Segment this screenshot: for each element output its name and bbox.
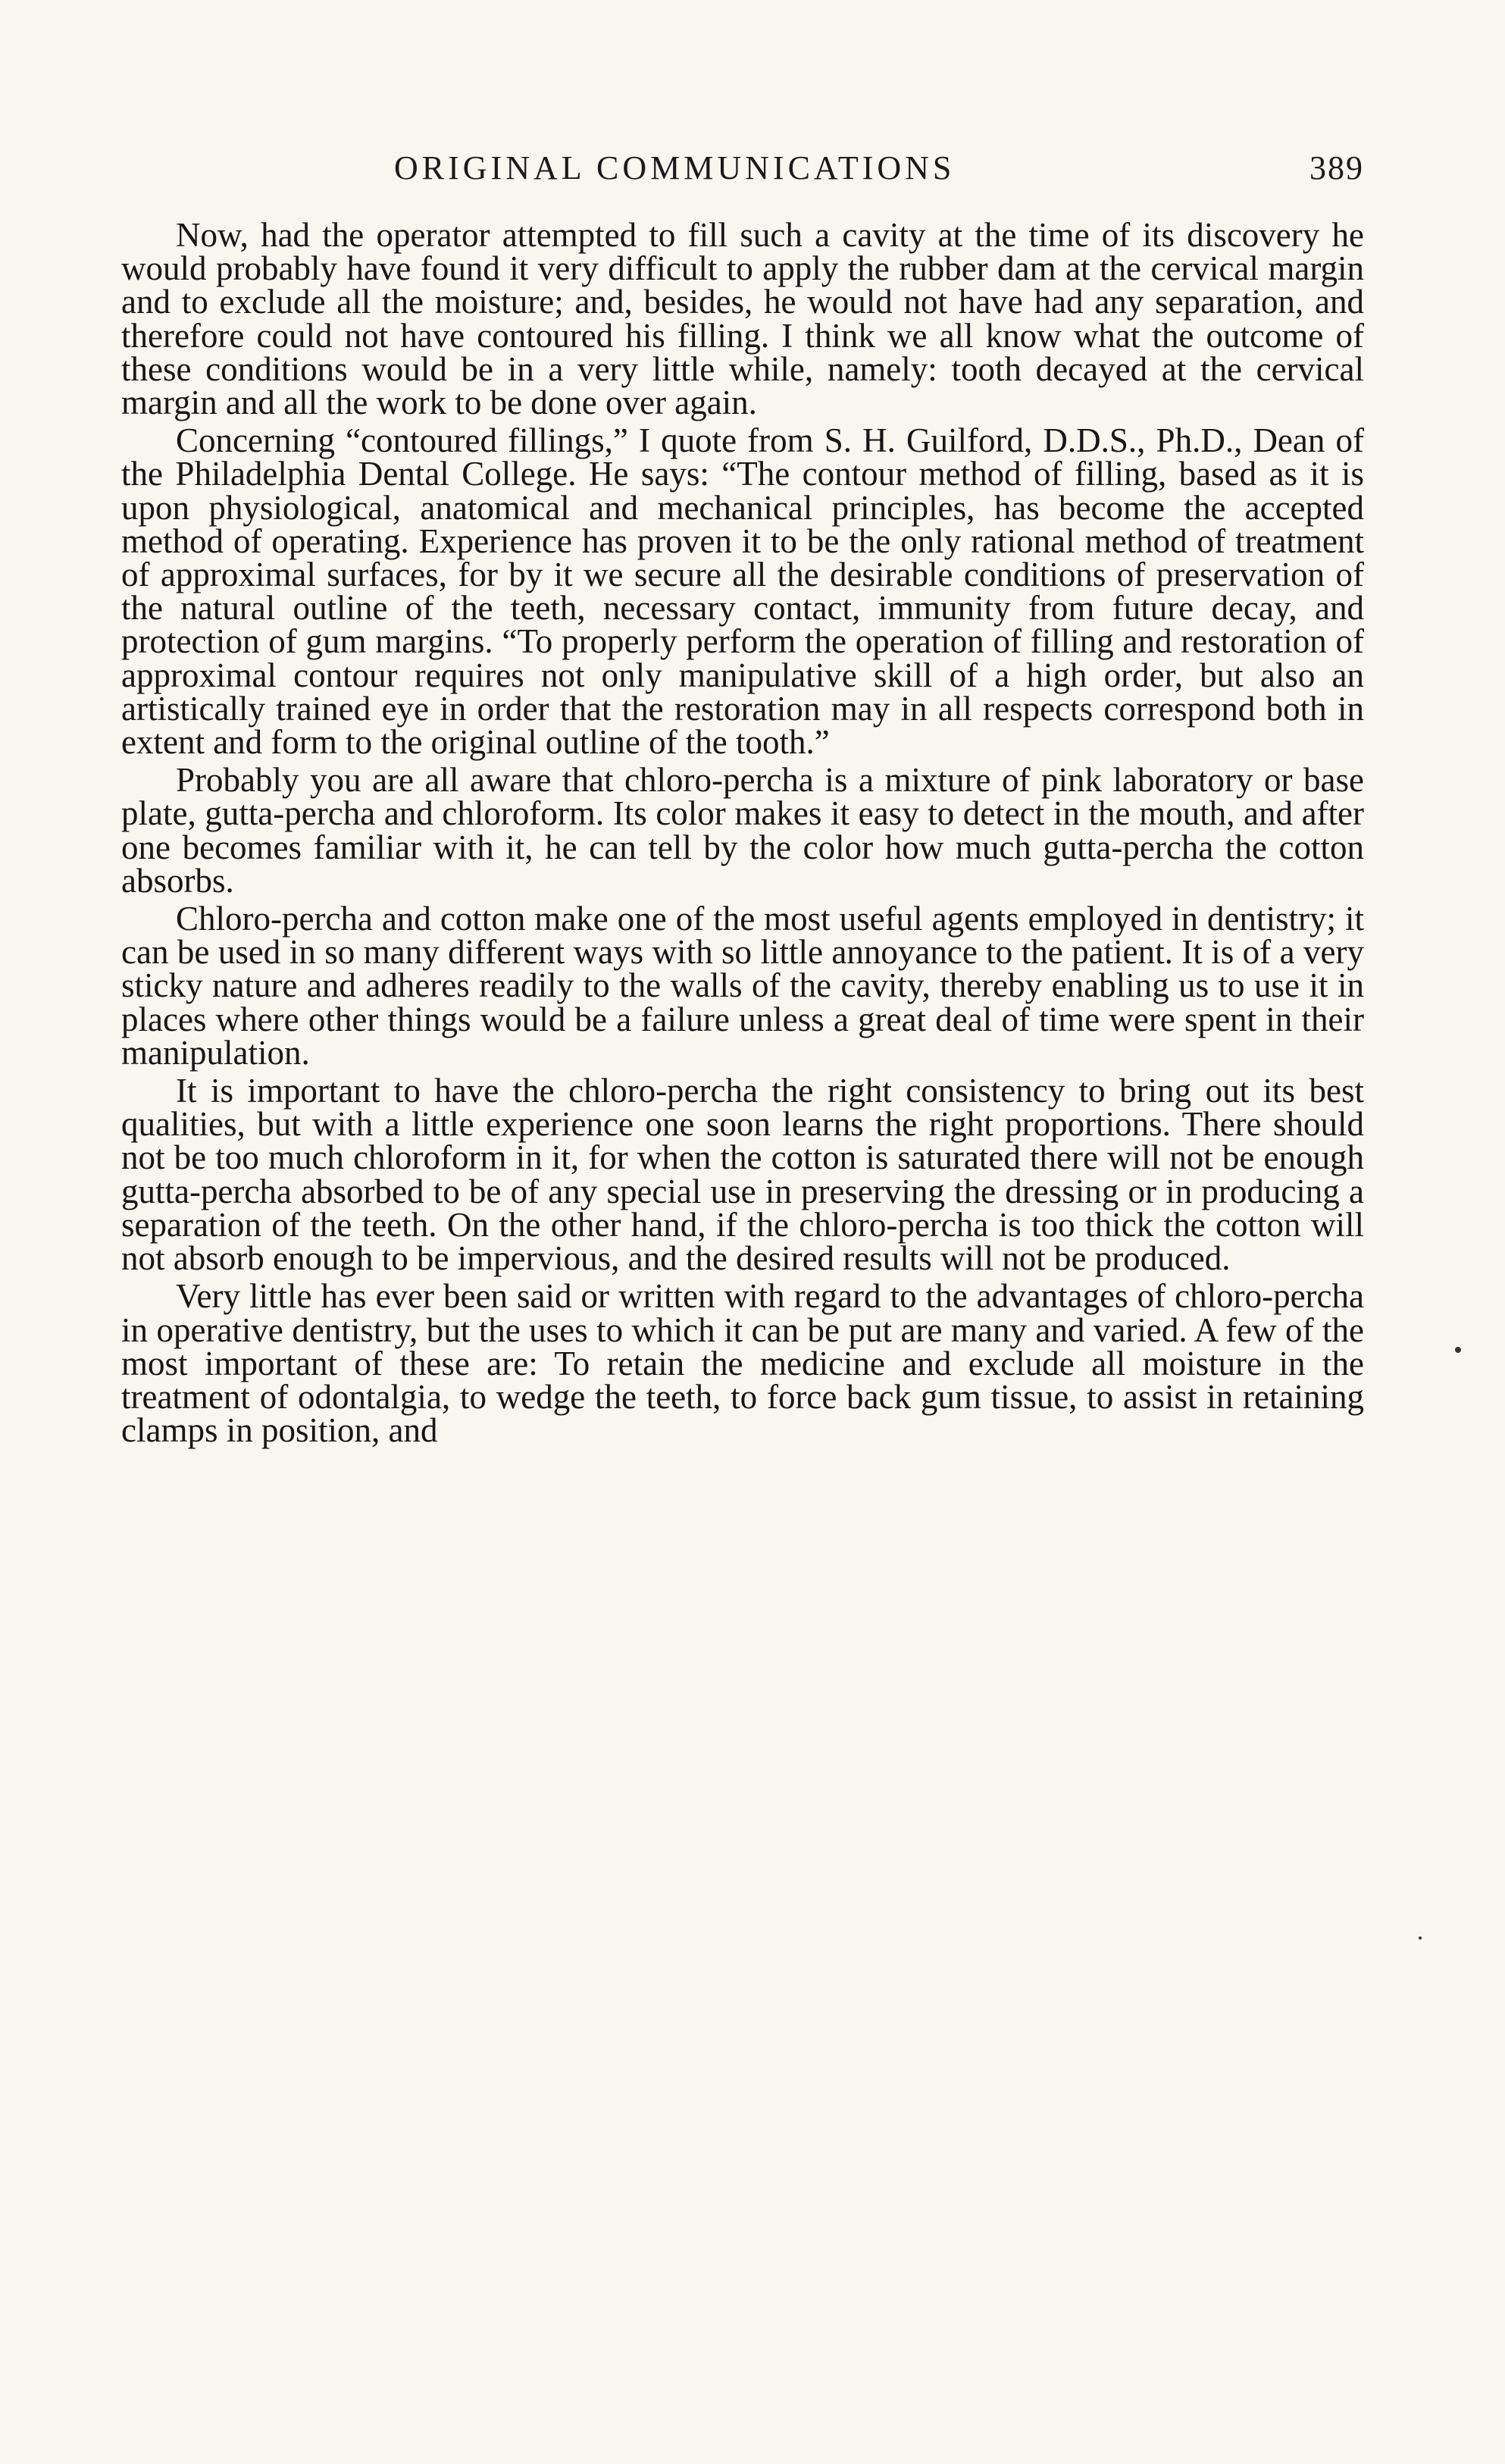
body-text [121, 216, 1364, 1450]
margin-speck-mark [1419, 1936, 1422, 1940]
running-head [121, 149, 1364, 202]
paragraph-operator-cavity: Now, had the operator attempted to fill such a cavity at the time of its discovery he would probably have found it very difficult to apply the rubber dam at the cervical margin and to exclude all the moisture; and, besides, he would not have had any separation, and therefore could not have contoured his filling. I think we all know what the outcome of these conditions would be in a very little while, namely: tooth decayed at the cervical margin and all the work to be done over again. [121, 216, 1364, 422]
paragraph-contoured-fillings: Concerning “contoured fillings,” I quote from S. H. Guilford, D.D.S., Ph.D., Dean of the Philadelphia Dental College. He says: “The contour method of filling, based as it is upon physiological, anatomical and mechanical principles, has become the accepted method of operating. Experience has proven it to be the only rational method of treatment of approximal surfaces, for by it we secure all the desirable conditions of preservation of the natural outline of the teeth, necessary contact, immunity from future decay, and protection of gum margins. “To properly perform the operation of filling and restoration of approximal contour requires not only manipulative skill of a high order, but also an artistically trained eye in order that the restoration may in all respects correspond both in extent and form to the original outline of the tooth.” [121, 421, 1364, 762]
paragraph-consistency: It is important to have the chloro-percha the right consistency to bring out its best qualities, but with a little experience one soon learns the right proportions. There should not be too much chloroform in it, for when the cotton is saturated there will not be enough gutta-percha absorbed to be of any special use in preserving the dressing or in producing a separation of the teeth. On the other hand, if the chloro-percha is too thick the cotton will not absorb enough to be impervious, and the desired results will not be produced. [121, 1072, 1364, 1278]
paragraph-advantages: Very little has ever been said or written with regard to the advantages of chloro-percha in operative dentistry, but the uses to which it can be put are many and varied. A few of the most important of these are: To retain the medicine and exclude all moisture in the treatment of odontalgia, to wedge the teeth, to force back gum tissue, to assist in retaining clamps in position, and [121, 1277, 1364, 1450]
page-number: 389 [1309, 149, 1364, 186]
paragraph-chloro-percha-uses: Chloro-percha and cotton make one of the most useful agents employed in dentistry; it can be used in so many different ways with so little annoyance to the patient. It is of a very sticky nature and adheres readily to the walls of the cavity, thereby enabling us to use it in places where other things would be a failure unless a great deal of time were spent in their manipulation. [121, 900, 1364, 1072]
running-title: ORIGINAL COMMUNICATIONS [394, 149, 956, 186]
margin-dot-mark [1455, 1347, 1461, 1353]
paragraph-chloro-percha-mixture: Probably you are all aware that chloro-percha is a mixture of pink laboratory or base plate, gutta-percha and chloroform. Its color makes it easy to detect in the mouth, and after one becomes familiar with it, he can tell by the color how much gutta-percha the cotton absorbs. [121, 761, 1364, 900]
